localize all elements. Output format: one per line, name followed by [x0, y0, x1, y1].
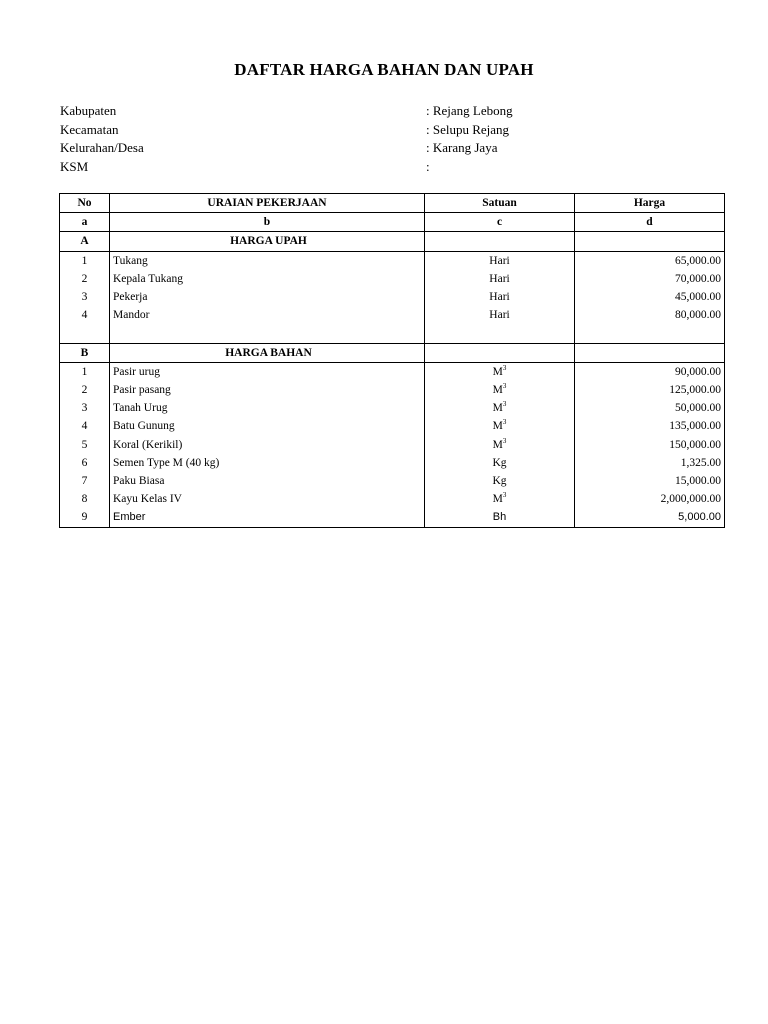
row-price: 1,325.00: [575, 454, 725, 472]
row-no: 6: [60, 454, 110, 472]
unit-superscript: 3: [502, 418, 507, 427]
section-b-header: [60, 343, 725, 362]
row-desc: Kayu Kelas IV: [110, 490, 425, 508]
document-title: DAFTAR HARGA BAHAN DAN UPAH: [234, 60, 534, 79]
section-title: HARGA UPAH: [110, 232, 425, 251]
row-no: 3: [60, 399, 110, 417]
row-unit: Kg: [425, 454, 575, 472]
header-desc: URAIAN PEKERJAAN: [110, 194, 425, 213]
meta-row-kecamatan: [60, 121, 560, 140]
row-desc: Kepala Tukang: [110, 270, 425, 288]
row-unit: Hari: [425, 251, 575, 270]
table-header-row: [60, 194, 725, 213]
row-no: 3: [60, 288, 110, 306]
unit-text: M: [492, 420, 503, 433]
meta-value: : Selupu Rejang: [426, 121, 510, 137]
row-price: 90,000.00: [575, 362, 725, 381]
row-price: 15,000.00: [575, 472, 725, 490]
table-row: [60, 288, 725, 306]
row-no: 7: [60, 472, 110, 490]
row-unit: [425, 362, 575, 381]
row-unit: Hari: [425, 306, 575, 324]
header-price: Harga: [575, 194, 725, 213]
table-row: [60, 381, 725, 399]
price-table: [59, 193, 725, 528]
section-code: B: [60, 343, 110, 362]
spacer-row: [60, 324, 725, 343]
row-price: 150,000.00: [575, 436, 725, 454]
row-unit: [425, 490, 575, 508]
meta-row-ksm: [60, 158, 560, 177]
row-unit: [425, 417, 575, 435]
row-unit: [425, 436, 575, 454]
row-desc: Paku Biasa: [110, 472, 425, 490]
unit-text: M: [492, 365, 503, 378]
meta-value: :: [426, 158, 430, 174]
row-no: 4: [60, 306, 110, 324]
row-desc: Pekerja: [110, 288, 425, 306]
unit-superscript: 3: [502, 436, 507, 445]
row-price: 70,000.00: [575, 270, 725, 288]
row-no: 2: [60, 270, 110, 288]
row-desc: Batu Gunung: [110, 417, 425, 435]
meta-label: KSM: [60, 158, 89, 174]
meta-label: Kelurahan/Desa: [60, 140, 144, 155]
row-unit: Bh: [425, 508, 575, 527]
row-price: 45,000.00: [575, 288, 725, 306]
row-desc: Pasir pasang: [110, 381, 425, 399]
row-unit: Kg: [425, 472, 575, 490]
row-unit: [425, 399, 575, 417]
table-row: [60, 436, 725, 454]
unit-text: M: [492, 438, 503, 451]
subheader-no: a: [60, 213, 110, 232]
row-price: 80,000.00: [575, 306, 725, 324]
meta-label: Kabupaten: [60, 103, 117, 118]
unit-superscript: 3: [502, 400, 507, 409]
table-row: [60, 270, 725, 288]
row-desc: Semen Type M (40 kg): [110, 454, 425, 472]
unit-text: M: [492, 493, 503, 506]
header-unit: Satuan: [425, 194, 575, 213]
table-row: [60, 306, 725, 324]
table-subheader-row: [60, 213, 725, 232]
row-no: 4: [60, 417, 110, 435]
table-row: [60, 399, 725, 417]
row-price: 2,000,000.00: [575, 490, 725, 508]
section-a-header: [60, 232, 725, 251]
row-desc: Koral (Kerikil): [110, 436, 425, 454]
row-unit: Hari: [425, 288, 575, 306]
meta-value: : Rejang Lebong: [426, 103, 513, 118]
unit-text: M: [492, 384, 503, 397]
unit-superscript: 3: [502, 363, 507, 372]
header-no: No: [60, 194, 110, 213]
meta-value: : Karang Jaya: [426, 140, 498, 155]
row-desc: Mandor: [110, 306, 425, 324]
table-row: [60, 362, 725, 381]
row-unit: Hari: [425, 270, 575, 288]
table-row: [60, 454, 725, 472]
unit-text: M: [492, 402, 503, 415]
row-no: 9: [60, 508, 110, 527]
row-no: 5: [60, 436, 110, 454]
row-price: 5,000.00: [575, 508, 725, 527]
meta-row-kelurahan: [60, 139, 560, 158]
table-row: [60, 508, 725, 527]
row-unit: [425, 381, 575, 399]
row-no: 8: [60, 490, 110, 508]
row-price: 125,000.00: [575, 381, 725, 399]
subheader-unit: c: [425, 213, 575, 232]
table-row: [60, 490, 725, 508]
meta-label: Kecamatan: [60, 121, 119, 137]
row-price: 135,000.00: [575, 417, 725, 435]
row-desc: Tanah Urug: [110, 399, 425, 417]
row-no: 2: [60, 381, 110, 399]
subheader-price: d: [575, 213, 725, 232]
table-row: [60, 472, 725, 490]
table-row: [60, 251, 725, 270]
location-info: [60, 102, 560, 176]
row-desc: Ember: [110, 508, 425, 527]
table-row: [60, 417, 725, 435]
row-no: 1: [60, 251, 110, 270]
section-title: HARGA BAHAN: [110, 343, 425, 362]
meta-row-kabupaten: [60, 102, 560, 121]
unit-superscript: 3: [502, 491, 507, 500]
unit-superscript: 3: [502, 382, 507, 391]
subheader-desc: b: [110, 213, 425, 232]
row-desc: Tukang: [110, 251, 425, 270]
row-price: 50,000.00: [575, 399, 725, 417]
row-no: 1: [60, 362, 110, 381]
row-desc: Pasir urug: [110, 362, 425, 381]
row-price: 65,000.00: [575, 251, 725, 270]
section-code: A: [60, 232, 110, 251]
